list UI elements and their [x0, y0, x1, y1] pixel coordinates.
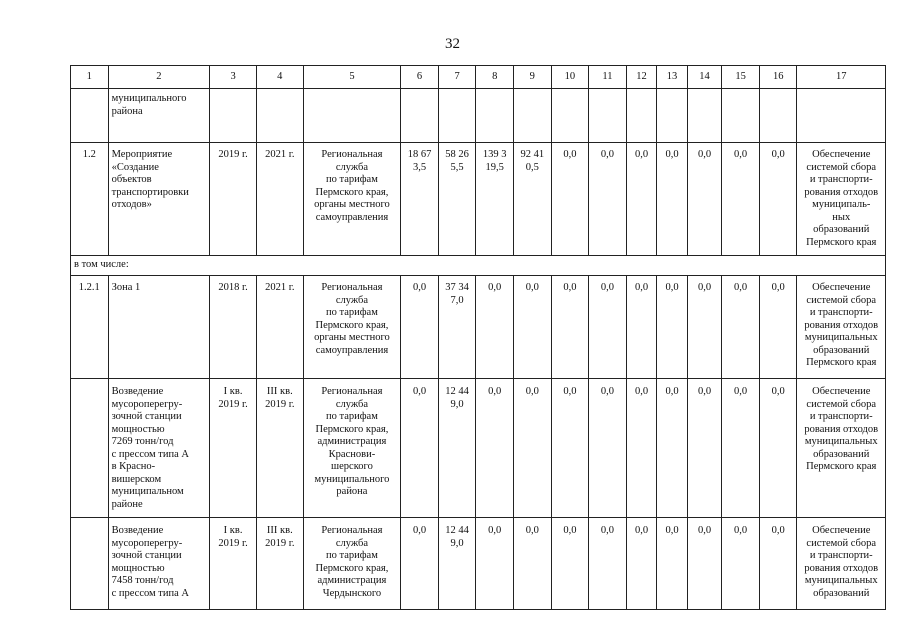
value-cell: 0,0: [759, 379, 797, 518]
row-number: [71, 379, 109, 518]
header-cell: 4: [256, 66, 303, 89]
value-cell: 0,0: [722, 276, 760, 379]
value-cell: 12 44 9,0: [438, 518, 476, 610]
including-label: в том числе:: [71, 256, 886, 276]
executor: Региональная служба по тарифам Пермского края, органы местного самоуправления: [303, 143, 401, 256]
end-date: 2021 г.: [256, 276, 303, 379]
row-number: 1.2.1: [71, 276, 109, 379]
value-cell: 0,0: [551, 518, 589, 610]
value-cell: 0,0: [401, 379, 439, 518]
value-cell: 0,0: [687, 518, 722, 610]
value-cell: 0,0: [657, 518, 687, 610]
value-cell: 0,0: [722, 379, 760, 518]
measure-name: Мероприятие «Создание объектов транспортировки отходов»: [108, 143, 210, 256]
value-cell: 139 3 19,5: [476, 143, 514, 256]
start-date: 2018 г.: [210, 276, 257, 379]
value-cell: 0,0: [476, 379, 514, 518]
value-cell: 0,0: [514, 379, 552, 518]
value-cell: 0,0: [722, 143, 760, 256]
table-row: [71, 276, 886, 379]
header-row: [71, 66, 886, 89]
value-cell: 0,0: [687, 276, 722, 379]
header-cell: 13: [657, 66, 687, 89]
expected-result: Обеспечение системой сбора и транспорти- рования отходов муниципальных образований Пермского края: [797, 276, 886, 379]
value-cell: 0,0: [626, 379, 656, 518]
expected-result: Обеспечение системой сбора и транспорти- рования отходов муниципальных образований: [797, 518, 886, 610]
value-cell: 18 67 3,5: [401, 143, 439, 256]
value-cell: 0,0: [401, 276, 439, 379]
value-cell: 0,0: [722, 518, 760, 610]
header-cell: 2: [108, 66, 210, 89]
header-cell: 3: [210, 66, 257, 89]
executor: Региональная служба по тарифам Пермского края, администрация Краснови- шерского муниципального района: [303, 379, 401, 518]
value-cell: 0,0: [657, 276, 687, 379]
value-cell: 0,0: [626, 518, 656, 610]
table-row: [71, 518, 886, 610]
value-cell: 0,0: [687, 143, 722, 256]
measures-table: [70, 65, 886, 610]
value-cell: 0,0: [514, 276, 552, 379]
page-number: 32: [445, 36, 460, 52]
value-cell: 0,0: [589, 518, 627, 610]
value-cell: 0,0: [687, 379, 722, 518]
header-cell: 11: [589, 66, 627, 89]
value-cell: 0,0: [514, 518, 552, 610]
value-cell: 0,0: [626, 276, 656, 379]
executor: Региональная служба по тарифам Пермского края, администрация Чердынского: [303, 518, 401, 610]
start-date: I кв. 2019 г.: [210, 379, 257, 518]
header-cell: 12: [626, 66, 656, 89]
expected-result: Обеспечение системой сбора и транспорти- рования отходов муниципаль- ных образований Пермского края: [797, 143, 886, 256]
measure-name: Зона 1: [108, 276, 210, 379]
header-cell: 17: [797, 66, 886, 89]
value-cell: 0,0: [626, 143, 656, 256]
header-cell: 1: [71, 66, 109, 89]
table-row: [71, 379, 886, 518]
value-cell: 0,0: [589, 276, 627, 379]
value-cell: 0,0: [759, 276, 797, 379]
header-cell: 9: [514, 66, 552, 89]
executor: Региональная служба по тарифам Пермского края, органы местного самоуправления: [303, 276, 401, 379]
value-cell: 37 34 7,0: [438, 276, 476, 379]
header-cell: 6: [401, 66, 439, 89]
start-date: I кв. 2019 г.: [210, 518, 257, 610]
table-row: [71, 89, 886, 143]
value-cell: 0,0: [759, 143, 797, 256]
header-cell: 16: [759, 66, 797, 89]
measure-name: муниципального района: [108, 89, 210, 143]
expected-result: Обеспечение системой сбора и транспорти- рования отходов муниципальных образований Пермского края: [797, 379, 886, 518]
header-cell: 5: [303, 66, 401, 89]
measure-name: Возведение мусороперегру- зочной станции мощностью 7269 тонн/год с прессом типа А в Красно- вишерском муниципальном районе: [108, 379, 210, 518]
value-cell: 12 44 9,0: [438, 379, 476, 518]
header-cell: 15: [722, 66, 760, 89]
value-cell: 0,0: [476, 518, 514, 610]
value-cell: 92 41 0,5: [514, 143, 552, 256]
end-date: III кв. 2019 г.: [256, 518, 303, 610]
value-cell: 0,0: [759, 518, 797, 610]
start-date: 2019 г.: [210, 143, 257, 256]
value-cell: 0,0: [551, 143, 589, 256]
end-date: 2021 г.: [256, 143, 303, 256]
value-cell: 0,0: [589, 379, 627, 518]
value-cell: 0,0: [476, 276, 514, 379]
table-row: [71, 143, 886, 256]
value-cell: 0,0: [401, 518, 439, 610]
table-row: [71, 256, 886, 276]
header-cell: 8: [476, 66, 514, 89]
value-cell: 0,0: [551, 379, 589, 518]
header-cell: 7: [438, 66, 476, 89]
value-cell: 0,0: [657, 143, 687, 256]
value-cell: 0,0: [657, 379, 687, 518]
row-number: 1.2: [71, 143, 109, 256]
header-cell: 14: [687, 66, 722, 89]
header-cell: 10: [551, 66, 589, 89]
measure-name: Возведение мусороперегру- зочной станции мощностью 7458 тонн/год с прессом типа А: [108, 518, 210, 610]
row-number: [71, 518, 109, 610]
value-cell: 58 26 5,5: [438, 143, 476, 256]
end-date: III кв. 2019 г.: [256, 379, 303, 518]
value-cell: 0,0: [589, 143, 627, 256]
value-cell: 0,0: [551, 276, 589, 379]
